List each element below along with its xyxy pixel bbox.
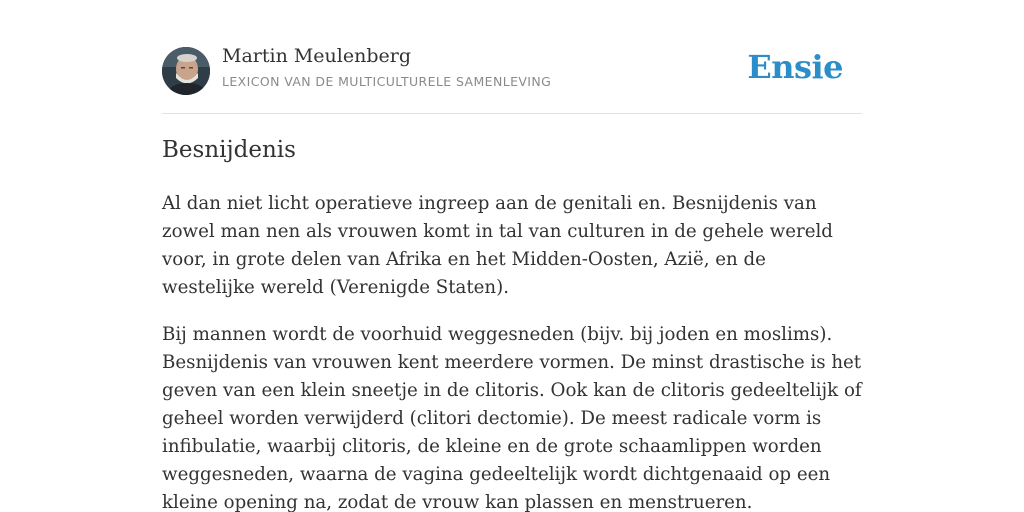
article-container <box>162 0 862 512</box>
article-body <box>162 190 862 512</box>
publication-name[interactable]: LEXICON VAN DE MULTICULTURELE SAMENLEVING <box>222 74 552 89</box>
ensie-logo[interactable]: Ensie <box>747 48 843 86</box>
author-avatar[interactable] <box>162 47 210 95</box>
article-title: Besnijdenis <box>162 137 296 163</box>
article-paragraph: Al dan niet licht operatieve ingreep aan de genitali en. Besnijdenis van zowel man nen als vrouwen komt in tal van culturen in de gehele wereld voor, in grote delen van Afrika en het Midden-Oosten, Azië, en de westelijke wereld (Verenigde Staten). <box>162 193 833 298</box>
article-paragraph: Bij mannen wordt de voorhuid weggesneden (bijv. bij joden en moslims). Besnijdenis van vrouwen kent meerdere vormen. De minst drastische is het geven van een klein sneetje in de clitoris. Ook kan de clitoris gedeeltelijk of geheel worden verwijderd (clitori dectomie). De meest radicale vorm is infibulatie, waarbij clitoris, de kleine en de grote schaamlippen worden weggesneden, waarna de vagina gedeeltelijk wordt dichtgenaaid op een kleine opening na, zodat de vrouw kan plassen en menstrueren. <box>162 324 862 512</box>
author-portrait-icon <box>162 47 210 95</box>
author-name[interactable]: Martin Meulenberg <box>222 45 411 67</box>
article-header <box>162 0 862 114</box>
